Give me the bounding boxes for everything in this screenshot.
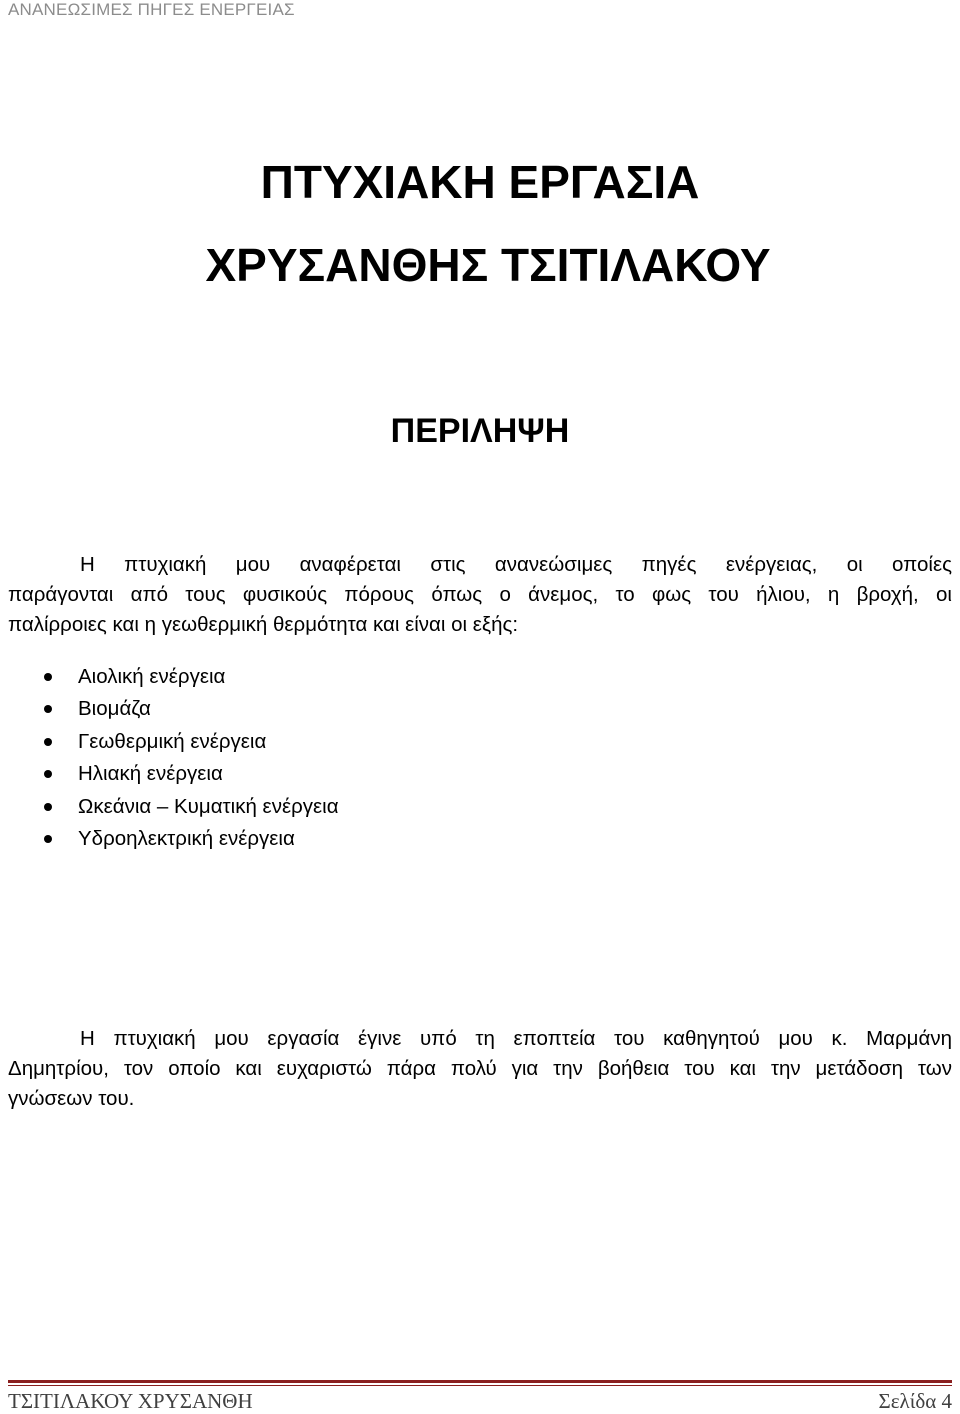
acknowledgement-paragraph xyxy=(8,1024,952,1114)
footer-author: ΤΣΙΤΙΛΑΚΟΥ ΧΡΥΣΑΝΘΗ xyxy=(8,1389,253,1413)
abstract-intro-paragraph xyxy=(8,550,952,640)
paragraph-line: Η πτυχιακή μου αναφέρεται στις ανανεώσιμες πηγές ενέργειας, οι οποίες xyxy=(80,553,952,576)
list-item-label: Ωκεάνια – Κυματική ενέργεια xyxy=(78,794,339,818)
list-item xyxy=(0,694,339,726)
abstract-heading: ΠΕΡΙΛΗΨΗ xyxy=(390,412,570,450)
running-header: ΑΝΑΝΕΩΣΙΜΕΣ ΠΗΓΕΣ ΕΝΕΡΓΕΙΑΣ xyxy=(8,0,295,19)
paragraph-line: παλίρροιες και η γεωθερμική θερμότητα και είναι οι εξής: xyxy=(8,613,519,636)
list-item-label: Γεωθερμική ενέργεια xyxy=(78,729,267,753)
list-item-label: Αιολική ενέργεια xyxy=(78,665,226,688)
bullet-icon xyxy=(44,705,52,713)
bullet-icon xyxy=(44,738,52,746)
page-number: Σελίδα 4 xyxy=(878,1389,952,1413)
list-item-label: Υδροηλεκτρική ενέργεια xyxy=(78,826,295,850)
paragraph-line: παράγονται από τους φυσικούς πόρους όπως ο άνεμος, το φως του ήλιου, η βροχή, οι xyxy=(8,583,952,606)
author-name-title: ΧΡΥΣΑΝΘΗΣ ΤΣΙΤΙΛΑΚΟΥ xyxy=(205,239,771,291)
list-item xyxy=(0,759,339,791)
list-item-label: Ηλιακή ενέργεια xyxy=(78,762,223,786)
bullet-icon xyxy=(44,803,52,811)
paragraph-line: Η πτυχιακή μου εργασία έγινε υπό τη εποπτεία του καθηγητού μου κ. Μαρμάνη xyxy=(80,1027,952,1050)
list-item-label: Βιομάζα xyxy=(78,697,151,721)
thesis-title: ΠΤΥΧΙΑΚΗ ΕΡΓΑΣΙΑ xyxy=(260,156,700,208)
paragraph-line: γνώσεων του. xyxy=(8,1087,135,1110)
energy-sources-list xyxy=(0,662,339,856)
list-item xyxy=(0,824,339,856)
paragraph-line: Δημητρίου, τον οποίο και ευχαριστώ πάρα πολύ για την βοήθεια του και την μετάδοση των xyxy=(8,1057,952,1080)
bullet-icon xyxy=(44,835,52,843)
list-item xyxy=(0,727,339,759)
list-item xyxy=(0,792,339,824)
bullet-icon xyxy=(44,673,52,681)
footer-divider xyxy=(8,1380,952,1383)
list-item xyxy=(0,662,339,694)
bullet-icon xyxy=(44,770,52,778)
footer-divider-thin xyxy=(8,1385,952,1386)
